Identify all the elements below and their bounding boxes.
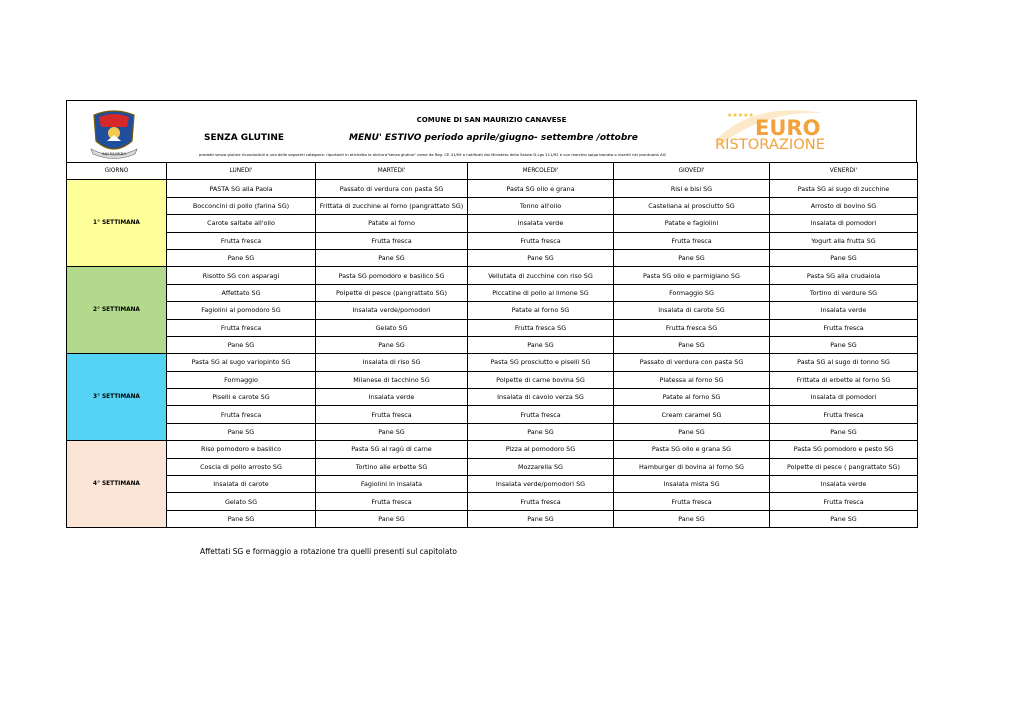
menu-cell: Yogurt alla frutta SG — [770, 232, 918, 249]
municipality-crest-icon — [89, 107, 139, 159]
menu-cell: Frutta fresca — [167, 319, 316, 336]
menu-cell: Insalata verde — [770, 302, 918, 319]
menu-cell: Patate al forno SG — [468, 302, 614, 319]
menu-cell: Patate e fagiolini — [614, 215, 770, 232]
menu-cell: Pasta SG al sugo di zucchine — [770, 180, 918, 197]
menu-cell: Pane SG — [614, 336, 770, 353]
menu-cell: Frutta fresca — [614, 232, 770, 249]
menu-cell: Pane SG — [316, 423, 468, 440]
logo-bottom-text: RISTORAZIONE — [715, 137, 825, 153]
menu-cell: Pasta SG pomodoro e basilico SG — [316, 267, 468, 284]
table-row — [67, 336, 918, 353]
menu-cell: Insalata di pomodori — [770, 215, 918, 232]
menu-table — [66, 162, 918, 528]
table-row — [67, 510, 918, 527]
menu-cell: Pizza al pomodoro SG — [468, 441, 614, 458]
menu-cell: Pane SG — [316, 336, 468, 353]
table-row — [67, 302, 918, 319]
table-row — [67, 406, 918, 423]
column-header: MERCOLEDI' — [468, 163, 614, 180]
menu-cell: Pane SG — [614, 249, 770, 266]
menu-cell: Affettato SG — [167, 284, 316, 301]
week-label: 1° SETTIMANA — [67, 180, 167, 267]
menu-cell: PASTA SG alla Paola — [167, 180, 316, 197]
menu-cell: Frutta fresca — [468, 493, 614, 510]
menu-cell: Arrosto di bovino SG — [770, 197, 918, 214]
menu-cell: Patate al forno SG — [614, 389, 770, 406]
menu-cell: Frutta fresca — [468, 232, 614, 249]
menu-cell: Fagiolini al pomodoro SG — [167, 302, 316, 319]
menu-cell: Insalata mista SG — [614, 476, 770, 493]
menu-cell: Pane SG — [614, 510, 770, 527]
menu-cell: Pasta SG olio e parmigiano SG — [614, 267, 770, 284]
menu-cell: Risotto SG con asparagi — [167, 267, 316, 284]
table-body — [67, 180, 918, 528]
municipality-name: COMUNE DI SAN MAURIZIO CANAVESE — [416, 116, 567, 124]
menu-cell: Pasta SG olio e grana SG — [614, 441, 770, 458]
table-row — [67, 371, 918, 388]
week-label: 2° SETTIMANA — [67, 267, 167, 354]
menu-cell: Pasta SG alla crudaiola — [770, 267, 918, 284]
menu-cell: Frittata di erbette al forno SG — [770, 371, 918, 388]
footnote: Affettati SG e formaggio a rotazione tra quelli presenti sul capitolato — [200, 547, 457, 556]
menu-cell: Formaggio — [167, 371, 316, 388]
menu-cell: Hamburger di bovina al forno SG — [614, 458, 770, 475]
table-row — [67, 493, 918, 510]
menu-title: MENU' ESTIVO periodo aprile/giugno- settembre /ottobre — [349, 133, 638, 143]
menu-cell: Polpette di pesce ( pangrattato SG) — [770, 458, 918, 475]
menu-cell: Frutta fresca SG — [614, 319, 770, 336]
menu-cell: Gelato SG — [167, 493, 316, 510]
menu-cell: Pane SG — [167, 423, 316, 440]
menu-cell: Tortino di verdure SG — [770, 284, 918, 301]
menu-cell: Bocconcini di pollo (farina SG) — [167, 197, 316, 214]
menu-cell: Frutta fresca — [167, 232, 316, 249]
menu-cell: Pane SG — [770, 249, 918, 266]
menu-header — [66, 100, 917, 162]
menu-cell: Frutta fresca SG — [468, 319, 614, 336]
column-header: MARTEDI' — [316, 163, 468, 180]
table-row — [67, 215, 918, 232]
menu-cell: Insalata di pomodori — [770, 389, 918, 406]
menu-cell: Frutta fresca — [316, 232, 468, 249]
table-row — [67, 458, 918, 475]
menu-cell: Carote saltate all'olio — [167, 215, 316, 232]
menu-cell: Passato di verdura con pasta SG — [316, 180, 468, 197]
menu-cell: Frutta fresca — [770, 319, 918, 336]
menu-cell: Gelato SG — [316, 319, 468, 336]
menu-cell: Frutta fresca — [316, 406, 468, 423]
table-row — [67, 441, 918, 458]
table-row — [67, 249, 918, 266]
menu-cell: Vellutata di zucchine con riso SG — [468, 267, 614, 284]
menu-cell: Tonno all'olio — [468, 197, 614, 214]
menu-cell: Pane SG — [316, 510, 468, 527]
menu-cell: Frutta fresca — [770, 493, 918, 510]
menu-cell: Insalata verde/pomodori — [316, 302, 468, 319]
menu-cell: Pane SG — [468, 423, 614, 440]
menu-cell: Milanese di tacchino SG — [316, 371, 468, 388]
menu-cell: Frittata di zucchine al forno (pangrattato SG) — [316, 197, 468, 214]
table-row — [67, 319, 918, 336]
menu-cell: Frutta fresca — [770, 406, 918, 423]
menu-cell: Polpette di carne bovina SG — [468, 371, 614, 388]
menu-cell: Frutta fresca — [468, 406, 614, 423]
menu-cell: Frutta fresca — [316, 493, 468, 510]
menu-cell: Frutta fresca — [167, 406, 316, 423]
menu-cell: Insalata verde — [316, 389, 468, 406]
table-row — [67, 197, 918, 214]
menu-cell: Cream caramel SG — [614, 406, 770, 423]
menu-cell: Pane SG — [770, 423, 918, 440]
menu-cell: Polpette di pesce (pangrattato SG) — [316, 284, 468, 301]
menu-cell: Piccatine di pollo al limone SG — [468, 284, 614, 301]
menu-cell: Frutta fresca — [614, 493, 770, 510]
menu-cell: Insalata di riso SG — [316, 354, 468, 371]
column-header: GIORNO — [67, 163, 167, 180]
menu-cell: Castellana al prosciutto SG — [614, 197, 770, 214]
gluten-free-note: prodotti senza glutine riconducibili a una delle seguenti categorie: riportanti in etichetta la dicitura"senza glutine" come da Reg. CE 41/09 o notificati dal Ministero della Salute D.Lgs 111/92 e con marchio spiga barrata o inseriti nel prontuario AIC — [199, 152, 667, 157]
menu-cell: Pane SG — [468, 336, 614, 353]
menu-cell: Pasta SG al sugo di tonno SG — [770, 354, 918, 371]
menu-cell: Pasta SG pomodoro e pesto SG — [770, 441, 918, 458]
menu-cell: Insalata di carote SG — [614, 302, 770, 319]
menu-cell: Riso pomodoro e basilico — [167, 441, 316, 458]
table-row — [67, 423, 918, 440]
menu-cell: Pasta SG al sugo variopinto SG — [167, 354, 316, 371]
menu-cell: Fagiolini in insalata — [316, 476, 468, 493]
menu-cell: Pasta SG prosciutto e piselli SG — [468, 354, 614, 371]
menu-cell: Risi e bisi SG — [614, 180, 770, 197]
menu-cell: Coscia di pollo arrosto SG — [167, 458, 316, 475]
menu-cell: Pane SG — [770, 510, 918, 527]
menu-cell: Insalata verde/pomodori SG — [468, 476, 614, 493]
menu-cell: Insalata verde — [770, 476, 918, 493]
table-row — [67, 284, 918, 301]
menu-cell: Insalata verde — [468, 215, 614, 232]
week-label: 3° SETTIMANA — [67, 354, 167, 441]
menu-cell: Pasta SG al ragù di carne — [316, 441, 468, 458]
euro-ristorazione-logo — [713, 107, 833, 159]
table-row — [67, 476, 918, 493]
column-header: GIOVEDI' — [614, 163, 770, 180]
menu-cell: Pane SG — [167, 249, 316, 266]
crest-label: SAN MAURIZIO — [102, 152, 126, 156]
menu-cell: Pane SG — [316, 249, 468, 266]
menu-cell: Pane SG — [770, 336, 918, 353]
menu-cell: Tortino alle erbette SG — [316, 458, 468, 475]
column-header: VENERDI' — [770, 163, 918, 180]
logo-top-text: EURO — [755, 116, 821, 140]
menu-cell: Platessa al forno SG — [614, 371, 770, 388]
menu-cell: Patate al forno — [316, 215, 468, 232]
table-row — [67, 389, 918, 406]
menu-sheet — [66, 100, 917, 528]
menu-cell: Pane SG — [468, 510, 614, 527]
table-row — [67, 267, 918, 284]
menu-cell: Insalata di carote — [167, 476, 316, 493]
table-row — [67, 232, 918, 249]
menu-cell: Pane SG — [614, 423, 770, 440]
table-header-row — [67, 163, 918, 180]
table-row — [67, 354, 918, 371]
logo-stars: ★★★★★ — [727, 112, 754, 119]
menu-cell: Pane SG — [468, 249, 614, 266]
menu-cell: Pasta SG olio e grana — [468, 180, 614, 197]
week-label: 4° SETTIMANA — [67, 441, 167, 528]
menu-cell: Pane SG — [167, 336, 316, 353]
menu-cell: Formaggio SG — [614, 284, 770, 301]
menu-cell: Pane SG — [167, 510, 316, 527]
menu-cell: Insalata di cavolo verza SG — [468, 389, 614, 406]
menu-cell: Passato di verdura con pasta SG — [614, 354, 770, 371]
table-row — [67, 180, 918, 197]
menu-cell: Piselli e carote SG — [167, 389, 316, 406]
menu-cell: Mozzarella SG — [468, 458, 614, 475]
gluten-free-title: SENZA GLUTINE — [204, 133, 285, 143]
column-header: LUNEDI' — [167, 163, 316, 180]
